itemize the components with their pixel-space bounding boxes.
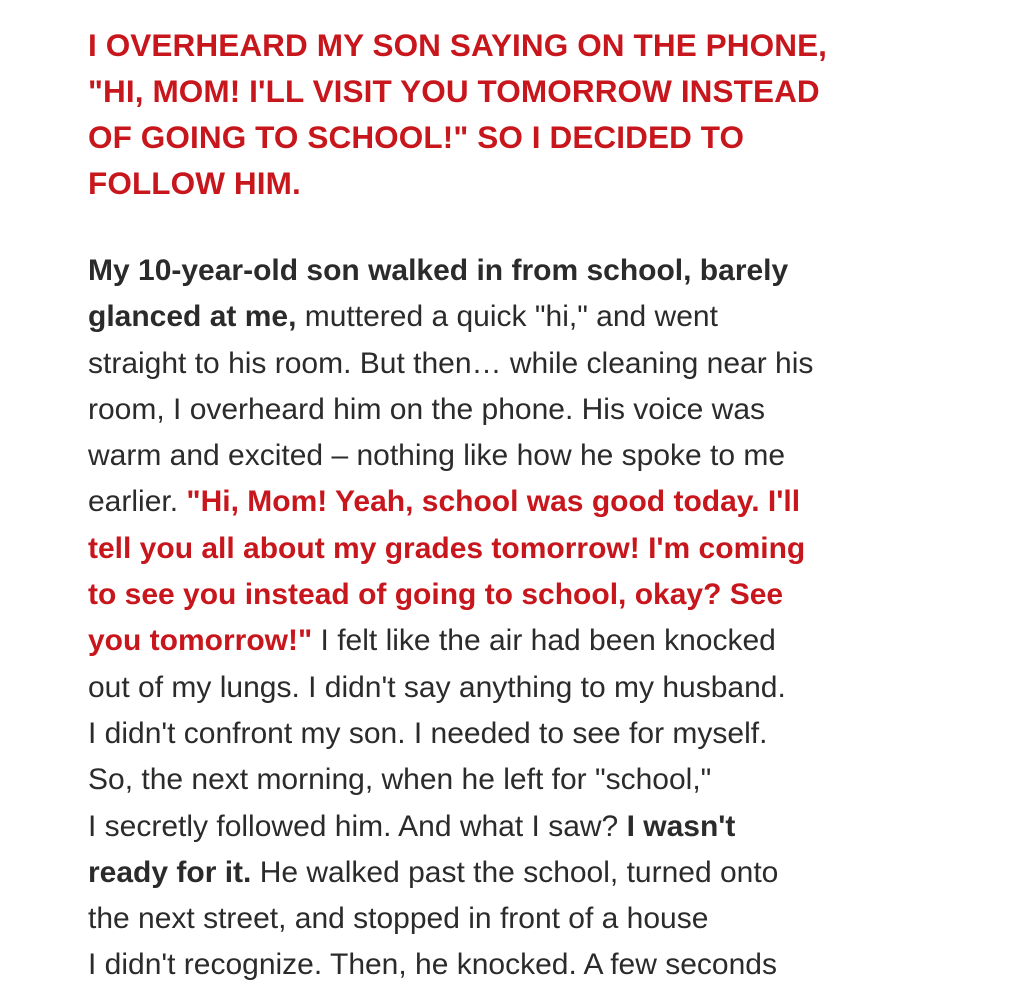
body-line (88, 341, 958, 387)
quote-text: tell you all about my grades tomorrow! I'm coming (88, 531, 806, 565)
story-article (88, 22, 958, 989)
quote-text: you tomorrow!" (88, 624, 313, 658)
body-line (88, 757, 958, 803)
body-line (88, 433, 958, 479)
quote-text: "Hi, Mom! Yeah, school was good today. I'll (186, 485, 801, 519)
body-text-run: I felt like the air had been knocked (312, 624, 776, 658)
headline-line: OF GOING TO SCHOOL!" SO I DECIDED TO (88, 119, 745, 155)
body-line (88, 618, 958, 664)
headline-line: I OVERHEARD MY SON SAYING ON THE PHONE, (88, 27, 828, 63)
story-body (88, 248, 958, 989)
body-text-run: I didn't recognize. Then, he knocked. A few seconds (88, 948, 777, 982)
body-line (88, 572, 958, 618)
bold-phrase: I wasn't (626, 809, 736, 843)
bold-phrase: glanced at me, (88, 300, 297, 334)
body-line (88, 479, 958, 525)
body-text-run: room, I overheard him on the phone. His voice was (88, 392, 766, 426)
body-text-run: earlier. (88, 485, 187, 519)
body-text-run: out of my lungs. I didn't say anything to my husband. (88, 670, 786, 704)
body-text-run: straight to his room. But then… while cleaning near his (88, 346, 814, 380)
body-line (88, 942, 958, 988)
body-text-run: the next street, and stopped in front of a house (88, 902, 709, 936)
bold-phrase: ready for it. (88, 855, 252, 889)
headline-line: "HI, MOM! I'LL VISIT YOU TOMORROW INSTEAD (88, 73, 820, 109)
body-line (88, 665, 958, 711)
quote-text: to see you instead of going to school, okay? See (88, 578, 784, 612)
body-text-run: So, the next morning, when he left for "school," (88, 763, 712, 797)
body-line (88, 850, 958, 896)
bold-phrase: My 10-year-old son walked in from school, barely (88, 254, 789, 287)
body-line (88, 711, 958, 757)
body-line (88, 896, 958, 942)
story-headline (88, 22, 958, 206)
body-text-run: He walked past the school, turned onto (251, 855, 779, 889)
body-text-run: I secretly followed him. And what I saw? (88, 809, 627, 843)
body-text-run: warm and excited – nothing like how he spoke to me (88, 439, 786, 473)
body-line (88, 248, 958, 294)
body-text-run: I didn't confront my son. I needed to see for myself. (88, 716, 768, 750)
body-text-run: muttered a quick "hi," and went (296, 300, 718, 334)
body-line (88, 804, 958, 850)
body-line (88, 526, 958, 572)
body-line (88, 387, 958, 433)
body-line (88, 294, 958, 340)
headline-line: FOLLOW HIM. (88, 165, 301, 201)
